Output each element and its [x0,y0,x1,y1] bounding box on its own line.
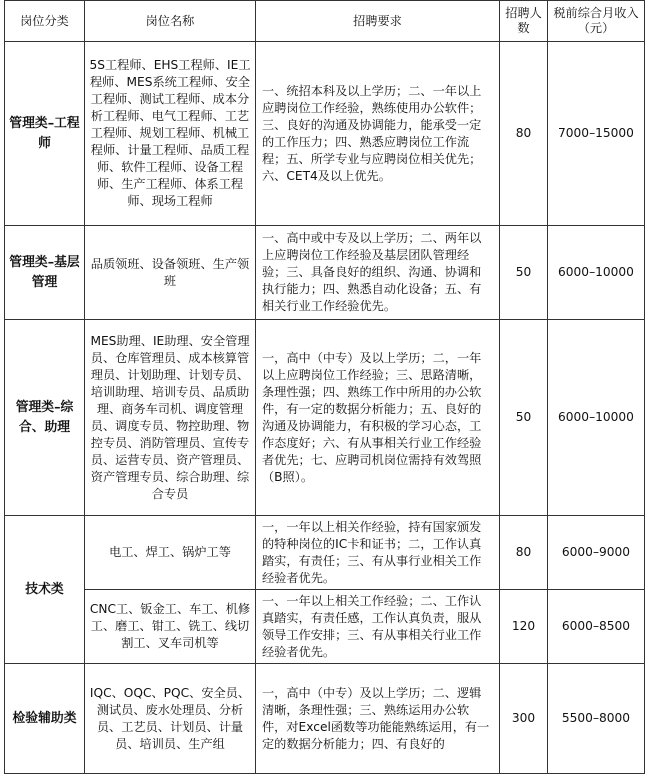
job-names-cell: 电工、焊工、锅炉工等 [85,516,256,590]
job-names-cell: IQC、OQC、PQC、安全员、测试员、废水处理员、分析员、工艺员、计划员、计量员、培训员、生产组 [85,664,256,774]
salary-cell: 7000–15000 [548,42,645,226]
salary-cell: 6000–9000 [548,516,645,590]
count-cell: 50 [500,226,548,320]
count-cell: 80 [500,42,548,226]
header-category: 岗位分类 [5,1,85,42]
category-cell: 管理类–工程师 [5,42,85,226]
table-row [5,664,645,774]
header-requirements: 招聘要求 [256,1,500,42]
category-cell: 技术类 [5,516,85,664]
header-job-name: 岗位名称 [85,1,256,42]
job-names-cell: 品质领班、设备领班、生产领班 [85,226,256,320]
count-cell: 120 [500,590,548,664]
category-cell: 管理类–综合、助理 [5,320,85,516]
recruitment-table [4,0,645,774]
job-names-cell: CNC工、钣金工、车工、机修工、磨工、钳工、铣工、线切割工、叉车司机等 [85,590,256,664]
requirements-cell: 一，一年以上相关作经验，持有国家颁发的特种岗位的IC卡和证书；二，工作认真踏实，有责任；三、有从事行业相关工作经验者优先。 [256,516,500,590]
requirements-cell: 一、统招本科及以上学历；二、一年以上应聘岗位工作经验，熟练使用办公软件；三、良好的沟通及协调能力，能承受一定的工作压力；四、熟悉应聘岗位工作流程；五、所学专业与应聘岗位相关优先；六、CET4及以上优先。 [256,42,500,226]
requirements-cell: 一、一年以上相关工作经验；二、工作认真踏实，有责任感，工作认真负责，服从领导工作安排；三、有从事相关行业工作经验者优先。 [256,590,500,664]
header-row [5,1,645,42]
table-row [5,226,645,320]
table-row [5,516,645,590]
requirements-cell: 一，高中（中专）及以上学历；二，一年以上应聘岗位工作经验；三、思路清晰，条理性强；四、熟练工作中所用的办公软件，有一定的数据分析能力；五、良好的沟通及协调能力，有积极的学习心态，工作态度好；六、有从事相关行业工作经验者优先；七、应聘司机岗位需持有效驾照（B照）。 [256,320,500,516]
category-cell: 检验辅助类 [5,664,85,774]
count-cell: 300 [500,664,548,774]
salary-cell: 5500–8000 [548,664,645,774]
table-row [5,42,645,226]
count-cell: 80 [500,516,548,590]
header-salary: 税前综合月收入（元） [548,1,645,42]
requirements-cell: 一、高中或中专及以上学历；二、两年以上应聘岗位工作经验及基层团队管理经验；三、具备良好的组织、沟通、协调和执行能力；四、熟悉自动化设备；五、有相关行业工作经验优先。 [256,226,500,320]
salary-cell: 6000–10000 [548,320,645,516]
salary-cell: 6000–10000 [548,226,645,320]
table-row [5,590,645,664]
count-cell: 50 [500,320,548,516]
salary-cell: 6000–8500 [548,590,645,664]
table-row [5,320,645,516]
category-cell: 管理类–基层管理 [5,226,85,320]
job-names-cell: MES助理、IE助理、安全管理员、仓库管理员、成本核算管理员、计划助理、计划专员、培训助理、培训专员、品质助理、商务车司机、调度管理员、调度专员、物控助理、物控专员、消防管理员、宣传专员、运营专员、资产管理员、资产管理专员、综合助理、综合专员 [85,320,256,516]
requirements-cell: 一，高中（中专）及以上学历；二、逻辑清晰，条理性强；三、熟练运用办公软件，对Excel函数等功能能熟练运用，有一定的数据分析能力；四、有良好的 [256,664,500,774]
job-names-cell: 5S工程师、EHS工程师、IE工程师、MES系统工程师、安全工程师、测试工程师、成本分析工程师、电气工程师、工艺工程师、规划工程师、机械工程师、计量工程师、品质工程师、软件工程师、设备工程师、生产工程师、体系工程师、现场工程师 [85,42,256,226]
header-count: 招聘人数 [500,1,548,42]
